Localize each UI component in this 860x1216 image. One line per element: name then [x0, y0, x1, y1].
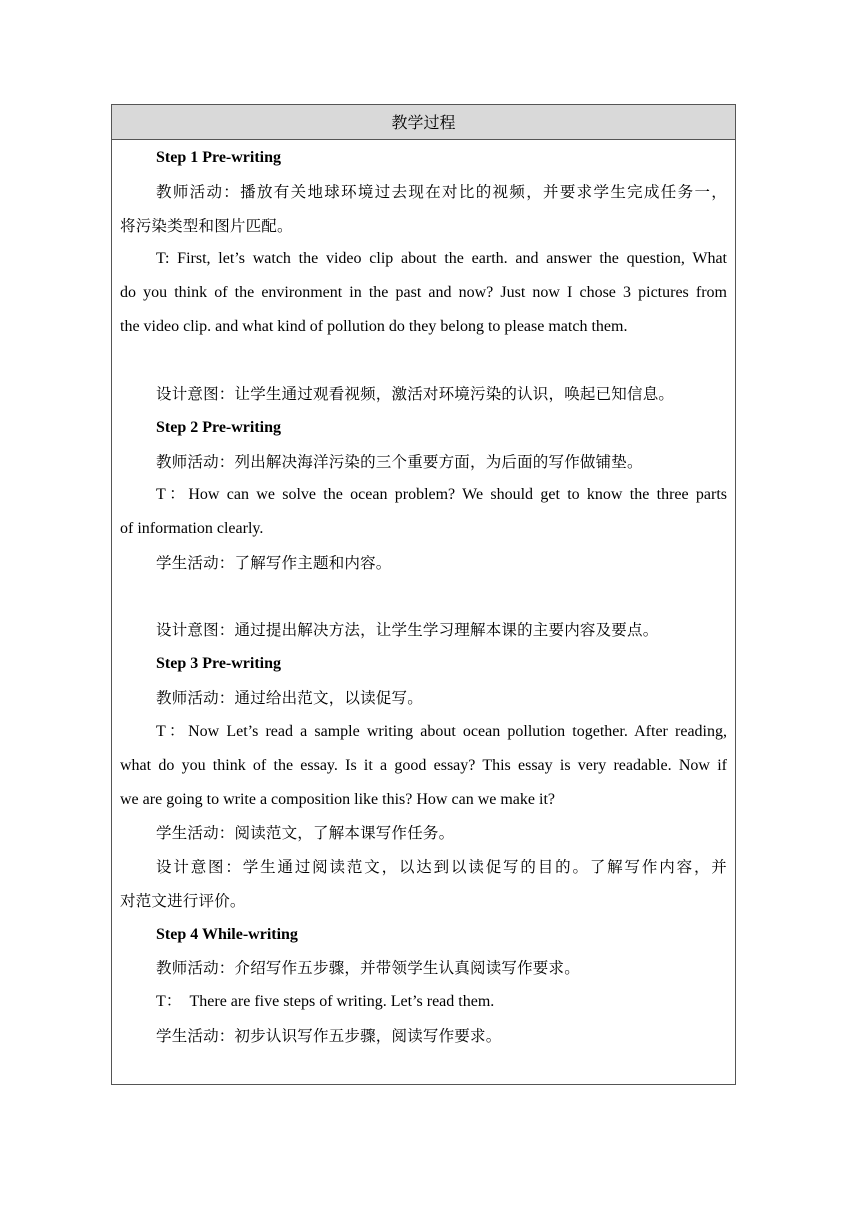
teacher-activity-3: 教师活动：通过给出范文，以读促写。 — [156, 689, 423, 707]
lesson-process-table — [111, 104, 736, 1085]
teacher-speech-1: T: First, let’s watch the video clip about the earth. and answer the question, What — [156, 250, 727, 267]
teacher-speech-4: T： There are five steps of writing. Let’s read them. — [156, 993, 495, 1010]
student-activity-2: 学生活动：了解写作主题和内容。 — [156, 554, 392, 572]
step-3-heading: Step 3 Pre-writing — [156, 655, 282, 672]
teacher-activity-1: 教师活动：播放有关地球环境过去现在对比的视频，并要求学生完成任务一， — [156, 183, 727, 201]
teacher-activity-4: 教师活动：介绍写作五步骤，并带领学生认真阅读写作要求。 — [156, 959, 580, 977]
step-1-heading: Step 1 Pre-writing — [156, 149, 282, 166]
student-activity-4: 学生活动：初步认识写作五步骤，阅读写作要求。 — [156, 1027, 502, 1045]
design-intent-3: 设计意图：学生通过阅读范文，以达到以读促写的目的。了解写作内容，并 — [156, 858, 727, 876]
teacher-speech-2: T：How can we solve the ocean problem? We should get to know the three parts — [156, 486, 727, 503]
design-intent-1: 设计意图：让学生通过观看视频，激活对环境污染的认识，唤起已知信息。 — [156, 385, 675, 403]
teacher-speech-2-cont: of information clearly. — [120, 520, 264, 537]
teacher-speech-1-end: the video clip. and what kind of pollution do they belong to please match them. — [120, 318, 628, 335]
teacher-speech-3-end: we are going to write a composition like this? How can we make it? — [120, 791, 555, 808]
teacher-activity-1-cont: 将污染类型和图片匹配。 — [120, 217, 293, 235]
step-2-heading: Step 2 Pre-writing — [156, 419, 282, 436]
table-header: 教学过程 — [112, 105, 735, 140]
teacher-speech-1-cont: do you think of the environment in the past and now? Just now I chose 3 pictures from — [120, 284, 727, 301]
student-activity-3: 学生活动：阅读范文，了解本课写作任务。 — [156, 824, 455, 842]
teacher-activity-2: 教师活动：列出解决海洋污染的三个重要方面，为后面的写作做铺垫。 — [156, 453, 643, 471]
teacher-speech-3-cont: what do you think of the essay. Is it a good essay? This essay is very readable. Now if — [120, 757, 727, 774]
design-intent-2: 设计意图：通过提出解决方法，让学生学习理解本课的主要内容及要点。 — [156, 621, 659, 639]
design-intent-3-cont: 对范文进行评价。 — [120, 892, 246, 910]
step-4-heading: Step 4 While-writing — [156, 926, 298, 943]
teacher-speech-3: T：Now Let’s read a sample writing about ocean pollution together. After reading, — [156, 723, 727, 740]
